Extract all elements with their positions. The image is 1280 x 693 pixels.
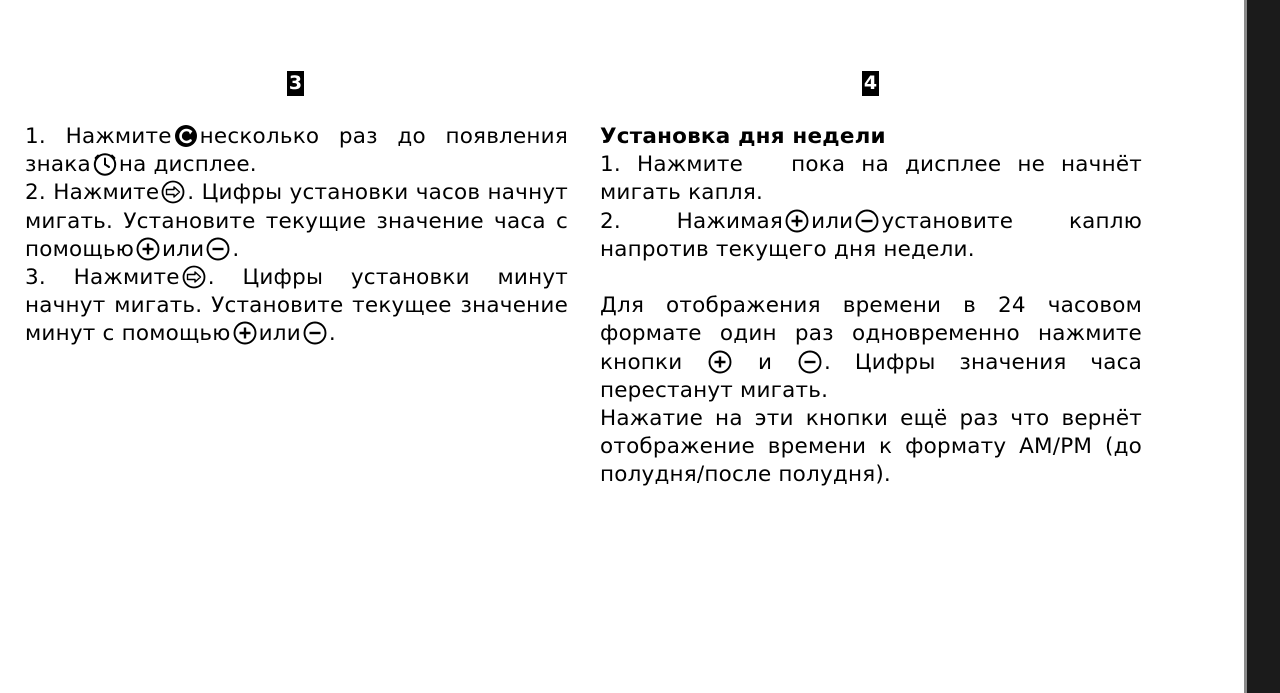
right-step-2 (600, 208, 1142, 264)
page-number-3: 3 (288, 72, 303, 94)
step-text: . (328, 321, 336, 347)
right-column (600, 123, 1150, 490)
step-text: Нажмите (73, 265, 180, 291)
step-text: или (258, 321, 301, 347)
viewer-right-edge (1244, 0, 1280, 693)
step-text: или (162, 236, 205, 262)
minus-button-icon (855, 209, 879, 233)
plus-button-icon (233, 321, 257, 345)
minus-button-icon (206, 237, 230, 261)
left-step-2 (25, 179, 568, 264)
left-step-3 (25, 264, 568, 349)
set-arrow-icon (161, 180, 185, 204)
minus-button-icon (303, 321, 327, 345)
step-text: Нажмите (53, 180, 160, 206)
step-text: или (811, 208, 854, 234)
set-arrow-icon (182, 265, 206, 289)
paragraph-text: . Цифры значения часа перестанут мигать. (600, 349, 1142, 403)
step-text: установите каплю напротив текущего дня недели. (600, 208, 1142, 262)
section-heading: Установка дня недели (600, 124, 886, 149)
plus-button-icon (785, 209, 809, 233)
left-column (25, 123, 568, 349)
step-text: на дисплее. (118, 152, 257, 178)
minus-button-icon (798, 350, 822, 374)
left-step-1 (25, 123, 568, 179)
mode-button-icon (174, 124, 198, 148)
page-number-4: 4 (863, 72, 878, 94)
plus-button-icon (136, 237, 160, 261)
step-text: . (232, 236, 240, 262)
step-number: 1. (25, 124, 46, 149)
format-ampm-paragraph: Нажатие на эти кнопки ещё раз что вернёт отображение времени к формату AM/PM (до полудня/после полудня). (600, 406, 1142, 488)
step-text: несколько раз до появления знака (25, 124, 568, 178)
step-text: 2. Нажимая (600, 208, 784, 234)
paragraph-text: Для отображения времени в 24 часовом формате один раз одновременно нажмите кнопки (600, 293, 1142, 375)
right-step-1: 1. Нажмите пока на дисплее не начнёт мигать капля. (600, 152, 1150, 206)
step-text: . Цифры установки минут начнут мигать. Установите текущее значение минут с помощью (25, 265, 568, 347)
plus-button-icon (708, 350, 732, 374)
step-number: 2. (25, 180, 46, 206)
step-number: 3. (25, 265, 46, 291)
paragraph-text: и (758, 349, 773, 375)
step-text: . Цифры установки часов начнут мигать. Установите текущие значение часа с помощью (25, 180, 568, 262)
paragraph-gap (600, 264, 1142, 292)
format-24h-paragraph (600, 292, 1142, 405)
step-text: Нажмите (65, 124, 172, 149)
clock-icon (93, 152, 117, 176)
